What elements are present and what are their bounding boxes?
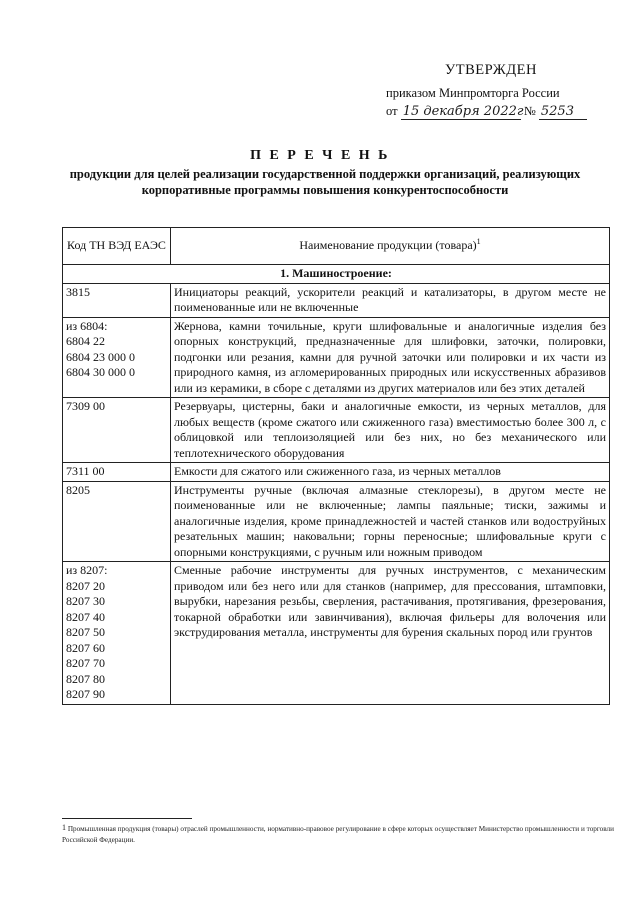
- table-row: [63, 562, 610, 705]
- row-name: Сменные рабочие инструменты для ручных инструментов, с механическим приводом или без него или для станков (например, для прессования, штамповки, вырубки, нарезания резьбы, сверления, растачивания, протягивания, фрезерования, токарной обработки или завинчивания), включая фильеры для волочения или экструдирования металла, инструменты для бурения скальных пород или грунтов: [171, 562, 610, 705]
- row-code: 8207 60: [66, 640, 105, 655]
- row-code: 3815: [66, 284, 90, 299]
- row-code-cell: [63, 317, 171, 398]
- row-name: Резервуары, цистерны, баки и аналогичные емкости, из черных металлов, для любых веществ (кроме сжатого или сжиженного газа) вместимостью более 300 л, с облицовкой или теплоизоляцией или без них, но без механического или теплотехнического оборудования: [171, 398, 610, 463]
- section-title: 1. Машиностроение:: [63, 265, 610, 284]
- table-row: [63, 283, 610, 317]
- row-code: 7309 00: [66, 399, 105, 413]
- header-name: [171, 228, 610, 265]
- row-code: 8207 80: [66, 671, 105, 686]
- approved-heading: УТВЕРЖДЕН: [445, 62, 537, 78]
- products-table: [62, 227, 610, 705]
- footnote-text: Промышленная продукция (товары) отраслей промышленности, нормативно-правовое регулирование в сфере которых осуществляет Министерство промышленности и торговли Российской Федерации.: [62, 825, 614, 844]
- row-name: Инструменты ручные (включая алмазные стеклорезы), в другом месте не поименованные или не включенные; лампы паяльные; тиски, зажимы и аналогичные изделия, кроме принадлежностей и частей станков или водоструйных резательных машин; наковальни; горны переносные; шлифовальные круги с опорными конструкциями, с ручным или ножным приводом: [171, 481, 610, 562]
- table-row: [63, 481, 610, 562]
- row-name: Инициаторы реакций, ускорители реакций и катализаторы, в другом месте не поименованные или не включенные: [171, 283, 610, 317]
- handwritten-date: 15 декабря 2022г: [402, 104, 524, 119]
- row-code: из 8207:: [66, 563, 108, 577]
- order-date-line: [386, 104, 587, 120]
- row-name: Емкости для сжатого или сжиженного газа, из черных металлов: [171, 463, 610, 482]
- header-name-text: Наименование продукции (товара): [299, 238, 477, 253]
- row-code: 8205: [66, 482, 90, 497]
- footnote-number: 1: [62, 823, 66, 832]
- row-code: 8207 20: [66, 578, 105, 593]
- table-header-row: [63, 228, 610, 265]
- row-code-cell: [63, 398, 171, 463]
- row-code-cell: [63, 283, 171, 317]
- row-code: 7311 00: [66, 464, 105, 478]
- section-row: [63, 265, 610, 284]
- header-code: Код ТН ВЭД ЕАЭС: [63, 228, 171, 265]
- row-code: 6804 30 000 0: [66, 365, 135, 379]
- handwritten-number: 5253: [539, 104, 587, 120]
- table-row: [63, 398, 610, 463]
- table-row: [63, 317, 610, 398]
- number-label: №: [523, 104, 536, 118]
- footnote-divider: [62, 818, 192, 819]
- row-name: Жернова, камни точильные, круги шлифовальные и аналогичные изделия без опорных конструкций, предназначенные для шлифовки, заточки, полировки, подгонки или резания, камни для ручной заточки или полировки и их части из природного камня, из агломерированных природных или искусственных абразивов или из керамики, в сборе с деталями из других материалов или без этих деталей: [171, 317, 610, 398]
- row-code-cell: [63, 481, 171, 562]
- row-code-cell: [63, 463, 171, 482]
- document-subtitle: продукции для целей реализации государственной поддержки организаций, реализующих корпоративные программы повышения конкурентоспособности: [69, 167, 581, 197]
- row-code: 8207 90: [66, 687, 105, 701]
- table-row: [63, 463, 610, 482]
- footnote-mark: 1: [476, 237, 481, 247]
- footnote: [62, 824, 614, 846]
- row-code: 6804 23 000 0: [66, 349, 135, 364]
- order-line: приказом Минпромторга России: [386, 86, 560, 100]
- row-code: 6804 22: [66, 334, 105, 348]
- row-code: 8207 70: [66, 656, 105, 670]
- from-label: от: [386, 104, 398, 118]
- row-code: 8207 50: [66, 625, 105, 639]
- row-code: 8207 30: [66, 594, 105, 608]
- document-title: П Е Р Е Ч Е Н Ь: [250, 148, 390, 163]
- row-code: 8207 40: [66, 609, 105, 624]
- row-code-cell: [63, 562, 171, 705]
- row-code: из 6804:: [66, 318, 108, 333]
